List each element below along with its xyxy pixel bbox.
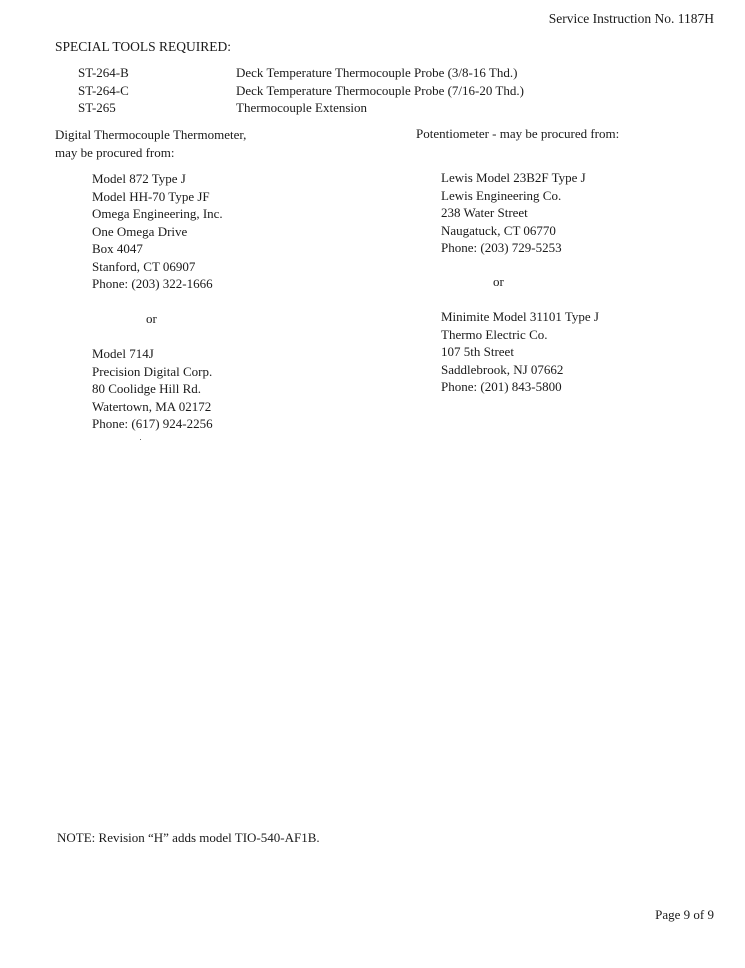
vendor-line: 107 5th Street <box>441 344 514 359</box>
thermometer-vendor-precision <box>92 345 213 433</box>
vendor-line: Thermo Electric Co. <box>441 326 548 342</box>
potentiometer-vendor-thermo-electric <box>441 308 599 396</box>
vendor-line: Model 714J <box>92 346 154 361</box>
tool-id: ST-264-C <box>78 82 129 98</box>
vendor-line: One Omega Drive <box>92 223 188 239</box>
vendor-line: Saddlebrook, NJ 07662 <box>441 361 564 377</box>
vendor-line: Naugatuck, CT 06770 <box>441 222 556 238</box>
thermometer-heading <box>55 126 246 161</box>
vendor-line: Model HH-70 Type JF <box>92 188 210 204</box>
thermometer-vendor-omega <box>92 170 223 293</box>
special-tools-heading: SPECIAL TOOLS REQUIRED: <box>55 39 232 54</box>
page-number: Page 9 of 9 <box>655 907 714 922</box>
vendor-line: Phone: (203) 729-5253 <box>441 240 562 255</box>
tool-row <box>78 99 598 117</box>
vendor-line: Model 872 Type J <box>92 171 186 186</box>
potentiometer-heading: Potentiometer - may be procured from: <box>416 126 620 141</box>
special-tools-list <box>78 64 598 117</box>
tool-row <box>78 64 598 82</box>
vendor-line: Precision Digital Corp. <box>92 363 213 379</box>
tool-id: ST-264-B <box>78 65 129 80</box>
revision-note: NOTE: Revision “H” adds model TIO-540-AF1B. <box>57 830 320 845</box>
vendor-line: Minimite Model 31101 Type J <box>441 309 599 324</box>
tool-description: Deck Temperature Thermocouple Probe (7/16-20 Thd.) <box>236 82 524 98</box>
vendor-line: Stanford, CT 06907 <box>92 258 196 274</box>
tool-row <box>78 82 598 100</box>
vendor-line: Box 4047 <box>92 241 143 256</box>
thermometer-heading-line: Digital Thermocouple Thermometer, <box>55 127 247 142</box>
vendor-line: 238 Water Street <box>441 205 528 220</box>
scan-speck <box>140 439 141 440</box>
thermometer-or: or <box>146 311 157 326</box>
tool-description: Thermocouple Extension <box>236 100 368 115</box>
vendor-line: Lewis Model 23B2F Type J <box>441 170 586 185</box>
potentiometer-or: or <box>493 274 504 289</box>
service-instruction-number: Service Instruction No. 1187H <box>548 11 714 26</box>
tool-description: Deck Temperature Thermocouple Probe (3/8-16 Thd.) <box>236 65 518 80</box>
vendor-line: Phone: (201) 843-5800 <box>441 379 562 394</box>
vendor-line: 80 Coolidge Hill Rd. <box>92 381 202 396</box>
vendor-line: Phone: (617) 924-2256 <box>92 416 213 431</box>
vendor-line: Lewis Engineering Co. <box>441 187 562 203</box>
vendor-line: Omega Engineering, Inc. <box>92 206 223 221</box>
potentiometer-vendor-lewis <box>441 169 586 257</box>
tool-id: ST-265 <box>78 100 116 115</box>
vendor-line: Phone: (203) 322-1666 <box>92 276 213 291</box>
thermometer-heading-line: may be procured from: <box>55 144 175 160</box>
vendor-line: Watertown, MA 02172 <box>92 398 212 414</box>
